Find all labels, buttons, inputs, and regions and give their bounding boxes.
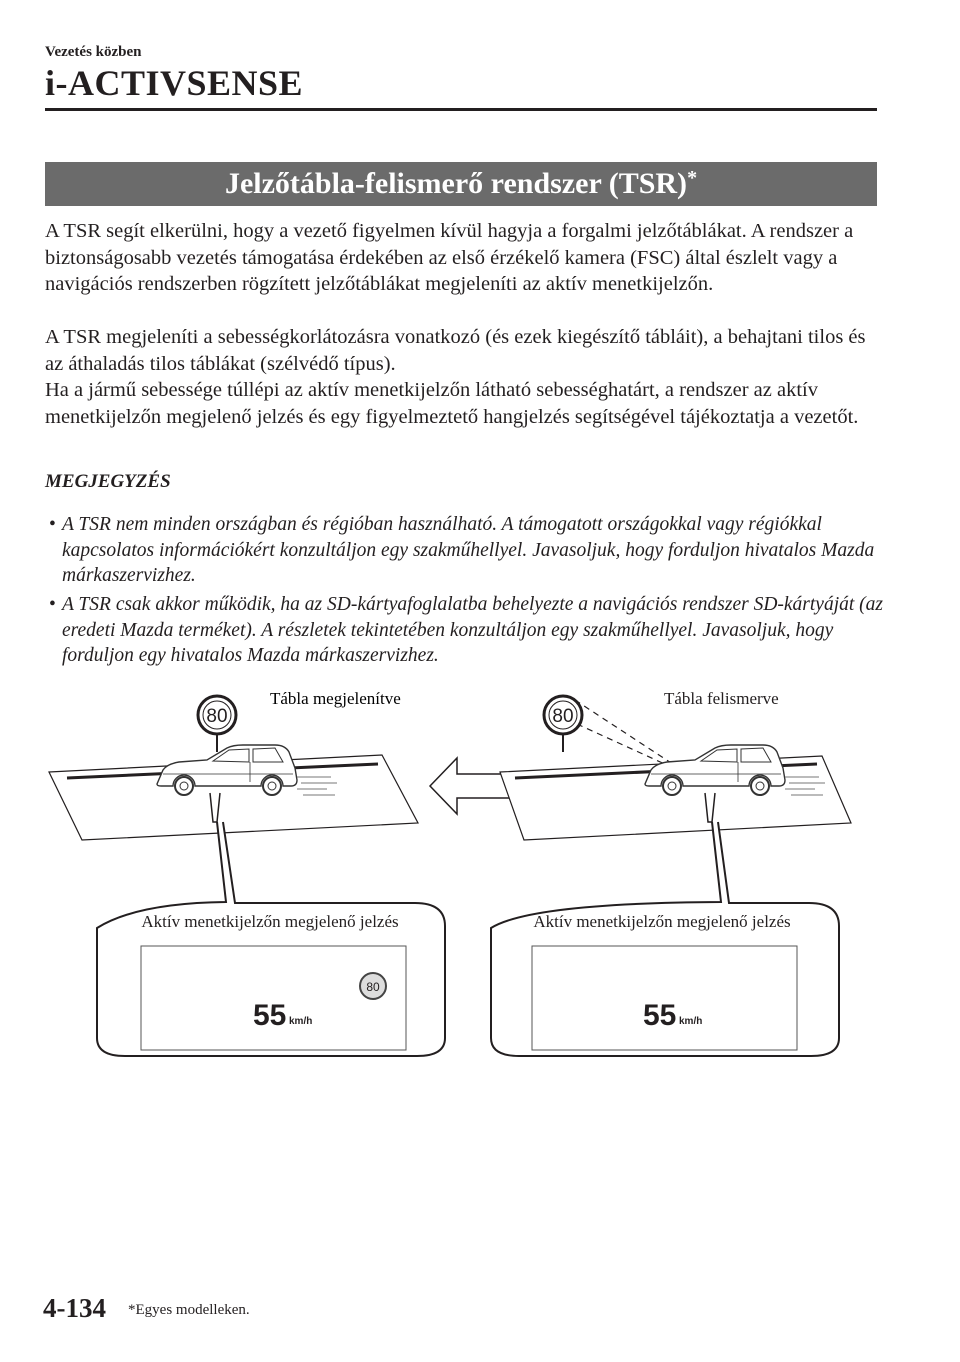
svg-text:80: 80: [552, 706, 574, 727]
hud-speed-left: 55: [253, 999, 287, 1032]
sign-displayed-label: Tábla megjelenítve: [270, 689, 401, 708]
page-number: 4-134: [43, 1293, 106, 1323]
note-item: [45, 512, 885, 589]
arrow-left-icon: [430, 758, 511, 814]
bullet-icon: •: [49, 514, 56, 535]
note-item-text: A TSR csak akkor működik, ha az SD-kártyafoglalatba behelyezte a navigációs rendszer SD-kártyáját (az eredeti Mazda terméket). A részletek tekintetében konzultáljon egy szakműhellyel. Javasoljuk, hogy forduljon egy hivatalos Mazda márkaszervizhez.: [62, 594, 884, 666]
bullet-icon: •: [49, 594, 56, 615]
header-rule: [45, 108, 877, 111]
tsr-diagram: [45, 680, 877, 1060]
intro-paragraph: A TSR segít elkerülni, hogy a vezető figyelmen kívül hagyja a forgalmi jelzőtáblákat. A rendszer a biztonságosabb vezetés támogatása érdekében az első érzékelő kamera (FSC) által észlelt vagy a navigációs rendszerben rögzített jelzőtáblákat megjeleníti az aktív menetkijelzőn.: [45, 220, 854, 295]
chapter-title: Vezetés közben: [45, 44, 142, 60]
hud-screen-right: [532, 946, 797, 1050]
optional-marker: *: [687, 167, 698, 189]
hud-label-left: Aktív menetkijelzőn megjelenő jelzés: [141, 912, 399, 931]
warning-paragraph: Ha a jármű sebessége túllépi az aktív menetkijelzőn látható sebességhatárt, a rendszer az aktív menetkijelzőn megjelenő jelzés és egy figyelmeztető hangjelzés segítségével tájékoztatja a vezetőt.: [45, 379, 859, 428]
svg-text:80: 80: [366, 980, 380, 994]
display-paragraph: A TSR megjeleníti a sebességkorlátozásra vonatkozó (és ezek kiegészítő tábláit), a behajtani tilos és az áthaladás tilos táblákat (szélvédő típus).: [45, 326, 866, 375]
hud-speed-right: 55: [643, 999, 677, 1032]
footnote: *Egyes modelleken.: [128, 1302, 250, 1318]
hud-unit-left: km/h: [289, 1016, 313, 1027]
hud-unit-right: km/h: [679, 1016, 703, 1027]
sign-recognized-label: Tábla felismerve: [664, 689, 779, 708]
svg-text:80: 80: [206, 706, 228, 727]
hud-label-right: Aktív menetkijelzőn megjelenő jelzés: [533, 912, 791, 931]
section-title: i-ACTIVSENSE: [45, 63, 304, 103]
note-item: [45, 592, 885, 669]
speed-sign-icon: [544, 696, 582, 734]
hud-sign-icon: [360, 973, 386, 999]
topic-title: Jelzőtábla-felismerő rendszer (TSR): [224, 167, 688, 200]
speed-sign-icon: [198, 696, 236, 734]
note-title: MEGJEGYZÉS: [45, 471, 171, 492]
note-item-text: A TSR nem minden országban és régióban használható. A támogatott országokkal vagy régiókkal kapcsolatos információkért konzultáljon egy szakműhellyel. Javasoljuk, hogy forduljon hivatalos Mazda márkaszervizhez.: [62, 514, 875, 586]
topic-banner: [45, 162, 877, 206]
